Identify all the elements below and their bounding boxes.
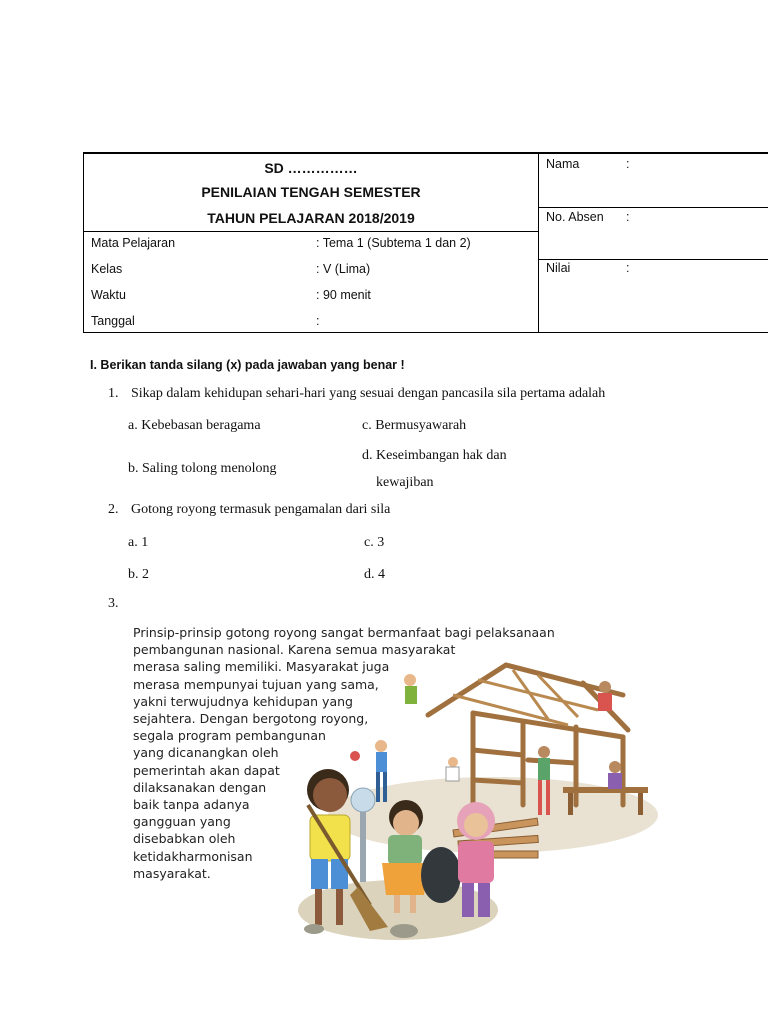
info-divider xyxy=(539,207,768,208)
date-label: Tanggal xyxy=(91,314,135,328)
passage-line: merasa saling memiliki. Masyarakat juga xyxy=(133,659,390,675)
question-number: 3. xyxy=(108,596,119,611)
passage-line: Prinsip-prinsip gotong royong sangat bermanfaat bagi pelaksanaan xyxy=(133,625,555,640)
question-text: Gotong royong termasuk pengamalan dari sila xyxy=(131,502,391,517)
class-label: Kelas xyxy=(91,262,123,276)
time-label: Waktu xyxy=(91,288,126,302)
option-d[interactable]: d. Keseimbangan hak dan xyxy=(362,448,507,463)
passage-line: merasa mempunyai tujuan yang sama, xyxy=(133,676,379,692)
passage-line: sejahtera. Dengan bergotong royong, xyxy=(133,711,369,727)
question-number: 1. xyxy=(108,386,119,401)
info-divider xyxy=(539,259,768,260)
option-c[interactable]: c. Bermusyawarah xyxy=(362,418,467,433)
score-label: Nilai xyxy=(546,261,571,275)
subject-value: : Tema 1 (Subtema 1 dan 2) xyxy=(316,236,471,250)
passage-line: yakni terwujudnya kehidupan yang xyxy=(133,693,353,709)
student-info-box xyxy=(539,152,768,333)
name-field: : xyxy=(626,157,630,171)
school-name: SD …………… xyxy=(264,160,358,176)
name-label: Nama xyxy=(546,157,580,171)
exam-title: PENILAIAN TENGAH SEMESTER xyxy=(201,184,421,200)
header-divider xyxy=(84,231,538,232)
question-text: Sikap dalam kehidupan sehari-hari yang sesuai dengan pancasila sila pertama adalah xyxy=(131,386,606,401)
passage-line: segala program pembangunan xyxy=(133,728,326,744)
passage-line: ketidakharmonisan xyxy=(133,848,253,864)
passage-line: pembangunan nasional. Karena semua masyarakat xyxy=(133,642,456,658)
date-value: : xyxy=(316,314,320,328)
option-d-continuation: kewajiban xyxy=(376,475,434,490)
passage-line: dilaksanakan dengan xyxy=(133,779,267,795)
school-year: TAHUN PELAJARAN 2018/2019 xyxy=(207,210,415,226)
option-a[interactable]: a. 1 xyxy=(128,535,149,550)
class-value: : V (Lima) xyxy=(316,262,371,276)
passage-line: pemerintah akan dapat xyxy=(133,762,280,778)
absen-field: : xyxy=(626,210,630,224)
passage-line: gangguan yang xyxy=(133,814,231,830)
exam-header-box xyxy=(83,152,539,333)
subject-label: Mata Pelajaran xyxy=(91,236,176,250)
passage-line: baik tanpa adanya xyxy=(133,797,250,813)
option-b[interactable]: b. Saling tolong menolong xyxy=(128,461,277,476)
time-value: : 90 menit xyxy=(316,288,371,302)
absen-label: No. Absen xyxy=(546,210,604,224)
option-a[interactable]: a. Kebebasan beragama xyxy=(128,418,261,433)
score-field: : xyxy=(626,261,630,275)
passage-line: yang dicanangkan oleh xyxy=(133,745,279,761)
passage-line: disebabkan oleh xyxy=(133,831,236,847)
question-number: 2. xyxy=(108,502,119,517)
option-c[interactable]: c. 3 xyxy=(364,535,385,550)
option-b[interactable]: b. 2 xyxy=(128,567,149,582)
passage-line: masyarakat. xyxy=(133,865,211,881)
section-instruction: I. Berikan tanda silang (x) pada jawaban yang benar ! xyxy=(90,358,405,372)
option-d[interactable]: d. 4 xyxy=(364,567,385,582)
reading-passage xyxy=(133,624,633,882)
